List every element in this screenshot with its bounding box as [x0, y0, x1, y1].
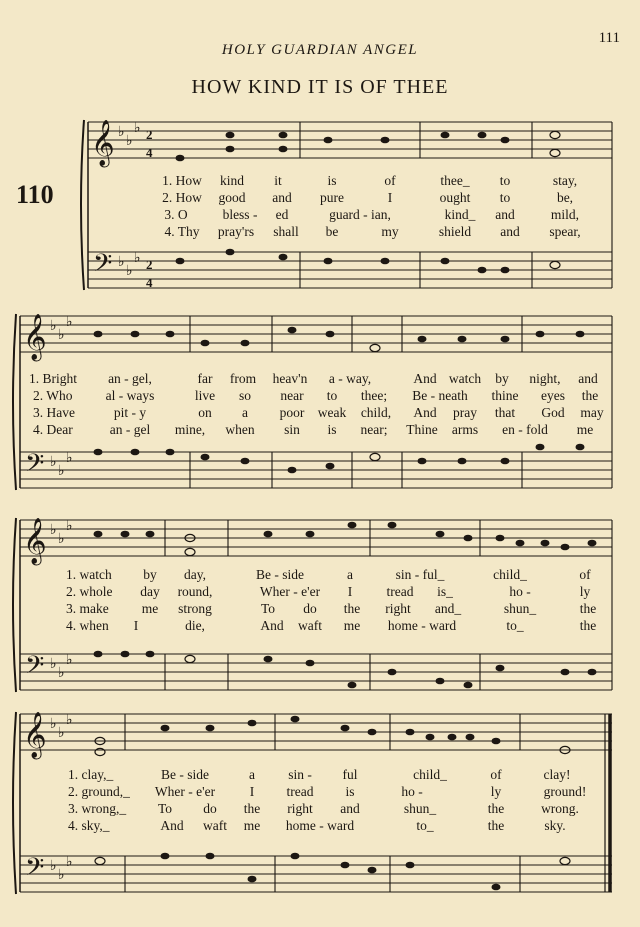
lyric: clay!	[543, 767, 571, 782]
lyric: child_	[413, 767, 447, 782]
lyric: poor	[279, 405, 305, 420]
lyric: Wher - e'er	[154, 784, 216, 799]
svg-text:𝄞: 𝄞	[23, 518, 47, 564]
lyric: to_	[506, 618, 524, 633]
lyric: me	[343, 618, 361, 633]
svg-text:2: 2	[146, 127, 153, 142]
lyric: pray'rs	[217, 224, 255, 239]
lyric: do	[303, 601, 317, 616]
lyric: and	[272, 190, 292, 205]
lyric: child_	[493, 567, 527, 582]
lyric: Be - neath	[412, 388, 468, 403]
lyric: 4. when	[66, 618, 109, 633]
lyric: ly	[579, 584, 591, 599]
lyric: me	[141, 601, 159, 616]
lyric: ly	[490, 784, 502, 799]
lyric: a	[242, 405, 248, 420]
lyric: And	[260, 618, 284, 633]
lyric: home - ward	[285, 818, 355, 833]
lyric: And	[413, 371, 437, 386]
lyric: sky.	[544, 818, 566, 833]
lyric: shield	[438, 224, 472, 239]
lyric: home - ward	[387, 618, 457, 633]
lyric: 3. O	[164, 207, 188, 222]
lyric: near	[280, 388, 304, 403]
svg-text:♭: ♭	[58, 532, 65, 547]
svg-text:𝄢: 𝄢	[25, 651, 45, 686]
lyric: is	[327, 173, 337, 188]
svg-text:♭: ♭	[66, 653, 73, 668]
music-system-1	[0, 112, 640, 302]
lyric: of	[579, 567, 591, 582]
lyric: is	[345, 784, 355, 799]
lyric: 1. clay,_	[68, 767, 114, 782]
hymn-number: 110	[16, 180, 54, 209]
lyric: God	[541, 405, 565, 420]
lyric: I	[347, 584, 353, 599]
svg-text:4: 4	[146, 145, 153, 160]
lyric: Be - side	[256, 567, 304, 582]
lyric: wrong.	[541, 801, 579, 816]
svg-text:♭: ♭	[66, 713, 73, 728]
lyric: ed	[275, 207, 289, 222]
svg-text:♭: ♭	[58, 726, 65, 741]
svg-text:𝄢: 𝄢	[93, 249, 113, 284]
lyric: 3. make	[66, 601, 109, 616]
lyric: 2. whole	[66, 584, 113, 599]
lyric: ho -	[509, 584, 531, 599]
lyric: do	[203, 801, 217, 816]
lyric: watch	[448, 371, 482, 386]
lyric: arms	[451, 422, 479, 437]
lyric: far	[197, 371, 213, 386]
svg-text:♭: ♭	[66, 315, 73, 330]
lyric: I	[133, 618, 139, 633]
lyric: by	[495, 371, 509, 386]
svg-text:♭: ♭	[134, 121, 141, 136]
lyric: bless -	[222, 207, 258, 222]
lyric: by	[143, 567, 157, 582]
lyric: it	[274, 173, 282, 188]
lyric: I	[387, 190, 393, 205]
lyric: To	[157, 801, 173, 816]
lyric: Be - side	[161, 767, 209, 782]
lyric: the	[579, 601, 597, 616]
lyric: guard - ian,	[329, 207, 391, 222]
lyric: 4. Dear	[33, 422, 73, 437]
lyric: is_	[437, 584, 453, 599]
lyric: on	[198, 405, 212, 420]
svg-text:♭: ♭	[66, 451, 73, 466]
lyric: 2. Who	[33, 388, 73, 403]
svg-text:♭: ♭	[50, 455, 57, 470]
lyric: strong	[178, 601, 212, 616]
lyric: 4. sky,_	[68, 818, 110, 833]
svg-text:♭: ♭	[50, 657, 57, 672]
svg-text:♭: ♭	[58, 666, 65, 681]
lyric: waft	[203, 818, 227, 833]
lyric: 3. Have	[33, 405, 75, 420]
lyric: be,	[556, 190, 574, 205]
svg-text:♭: ♭	[58, 464, 65, 479]
svg-text:♭: ♭	[66, 855, 73, 870]
lyric: 2. ground,_	[68, 784, 130, 799]
lyric: and	[578, 371, 598, 386]
page-number: 111	[598, 30, 620, 46]
svg-text:♭: ♭	[134, 251, 141, 266]
lyric: an - gel,	[108, 371, 152, 386]
svg-text:♭: ♭	[126, 134, 133, 149]
lyric: And	[413, 405, 437, 420]
lyric: pure	[320, 190, 344, 205]
lyric: kind_	[444, 207, 476, 222]
lyric: stay,	[552, 173, 578, 188]
svg-text:𝄞: 𝄞	[23, 712, 47, 758]
lyric: en - fold	[502, 422, 548, 437]
lyric: die,	[185, 618, 205, 633]
lyric: 1. How	[162, 173, 202, 188]
svg-text:𝄢: 𝄢	[25, 853, 45, 888]
lyric: sin -	[288, 767, 312, 782]
lyric: the	[487, 801, 505, 816]
lyric: to	[326, 388, 338, 403]
lyric: good	[218, 190, 246, 205]
lyric: live	[194, 388, 216, 403]
lyric: of	[384, 173, 396, 188]
svg-text:♭: ♭	[126, 264, 133, 279]
svg-text:♭: ♭	[50, 717, 57, 732]
lyric: kind	[219, 173, 245, 188]
svg-text:4: 4	[146, 275, 153, 290]
lyric: to_	[416, 818, 434, 833]
lyric: to	[499, 190, 511, 205]
lyric: tread	[386, 584, 414, 599]
lyric: an - gel	[109, 422, 151, 437]
lyric: Thine	[406, 422, 438, 437]
lyric: a	[347, 567, 353, 582]
lyric: pray	[453, 405, 477, 420]
lyric: sin	[284, 422, 300, 437]
lyric: may	[580, 405, 604, 420]
lyric: of	[490, 767, 502, 782]
lyric: eyes	[541, 388, 565, 403]
lyric: Wher - e'er	[259, 584, 321, 599]
lyric: be	[325, 224, 339, 239]
svg-text:𝄢: 𝄢	[25, 449, 45, 484]
lyric: to	[499, 173, 511, 188]
lyric: weak	[317, 405, 347, 420]
lyric: 3. wrong,_	[68, 801, 127, 816]
lyric: pit - y	[113, 405, 147, 420]
lyric: and_	[434, 601, 462, 616]
lyric: that	[494, 405, 516, 420]
lyric: ho -	[401, 784, 423, 799]
lyric: and	[495, 207, 515, 222]
lyric: me	[243, 818, 261, 833]
svg-text:𝄞: 𝄞	[23, 314, 47, 360]
lyric: sin - ful_	[395, 567, 445, 582]
lyric: me	[576, 422, 594, 437]
lyric: a - way,	[328, 371, 372, 386]
svg-text:♭: ♭	[58, 868, 65, 883]
lyric: al - ways	[105, 388, 155, 403]
svg-text:𝄞: 𝄞	[91, 120, 115, 166]
lyric: shall	[273, 224, 299, 239]
lyric: spear,	[549, 224, 581, 239]
svg-text:♭: ♭	[58, 328, 65, 343]
lyric: thee;	[360, 388, 388, 403]
svg-text:♭: ♭	[118, 255, 125, 270]
svg-text:♭: ♭	[66, 519, 73, 534]
lyric: my	[381, 224, 399, 239]
lyric: tread	[286, 784, 314, 799]
lyric: ful	[342, 767, 358, 782]
music-system-3	[0, 512, 640, 702]
lyric: from	[229, 371, 257, 386]
music-system-4	[0, 708, 640, 913]
lyric: child,	[360, 405, 392, 420]
lyric: the	[581, 388, 599, 403]
lyric: ground!	[543, 784, 587, 799]
lyric: the	[243, 801, 261, 816]
svg-text:♭: ♭	[50, 523, 57, 538]
lyric: day,	[184, 567, 206, 582]
lyric: 1. watch	[66, 567, 112, 582]
lyric: shun_	[403, 801, 437, 816]
lyric: day	[140, 584, 160, 599]
svg-text:♭: ♭	[50, 319, 57, 334]
lyric: round,	[177, 584, 213, 599]
lyric: 1. Bright	[29, 371, 78, 386]
lyric: thine	[491, 388, 519, 403]
lyric: shun_	[503, 601, 537, 616]
lyric: To	[260, 601, 276, 616]
lyric: right	[385, 601, 411, 616]
music-system-2	[0, 308, 640, 506]
lyric: ought	[439, 190, 471, 205]
lyric: mine,	[174, 422, 206, 437]
lyric: right	[287, 801, 313, 816]
svg-text:♭: ♭	[50, 859, 57, 874]
lyric: night,	[529, 371, 561, 386]
lyric: 2. How	[162, 190, 202, 205]
hymn-title: HOW KIND IT IS OF THEE	[191, 76, 449, 98]
lyric: the	[487, 818, 505, 833]
lyric: waft	[298, 618, 322, 633]
lyric: so	[238, 388, 252, 403]
lyric: and	[340, 801, 360, 816]
svg-text:♭: ♭	[118, 125, 125, 140]
tune-name: HOLY GUARDIAN ANGEL	[221, 42, 419, 58]
lyric: near;	[360, 422, 388, 437]
svg-text:2: 2	[146, 257, 153, 272]
lyric: heav'n	[272, 371, 308, 386]
lyric: mild,	[550, 207, 580, 222]
lyric: and	[500, 224, 520, 239]
lyric: thee_	[440, 173, 470, 188]
lyric: is	[327, 422, 337, 437]
lyric: I	[249, 784, 255, 799]
lyric: And	[160, 818, 184, 833]
lyric: when	[225, 422, 255, 437]
lyric: the	[579, 618, 597, 633]
lyric: 4. Thy	[164, 224, 200, 239]
lyric: a	[249, 767, 255, 782]
lyric: the	[343, 601, 361, 616]
